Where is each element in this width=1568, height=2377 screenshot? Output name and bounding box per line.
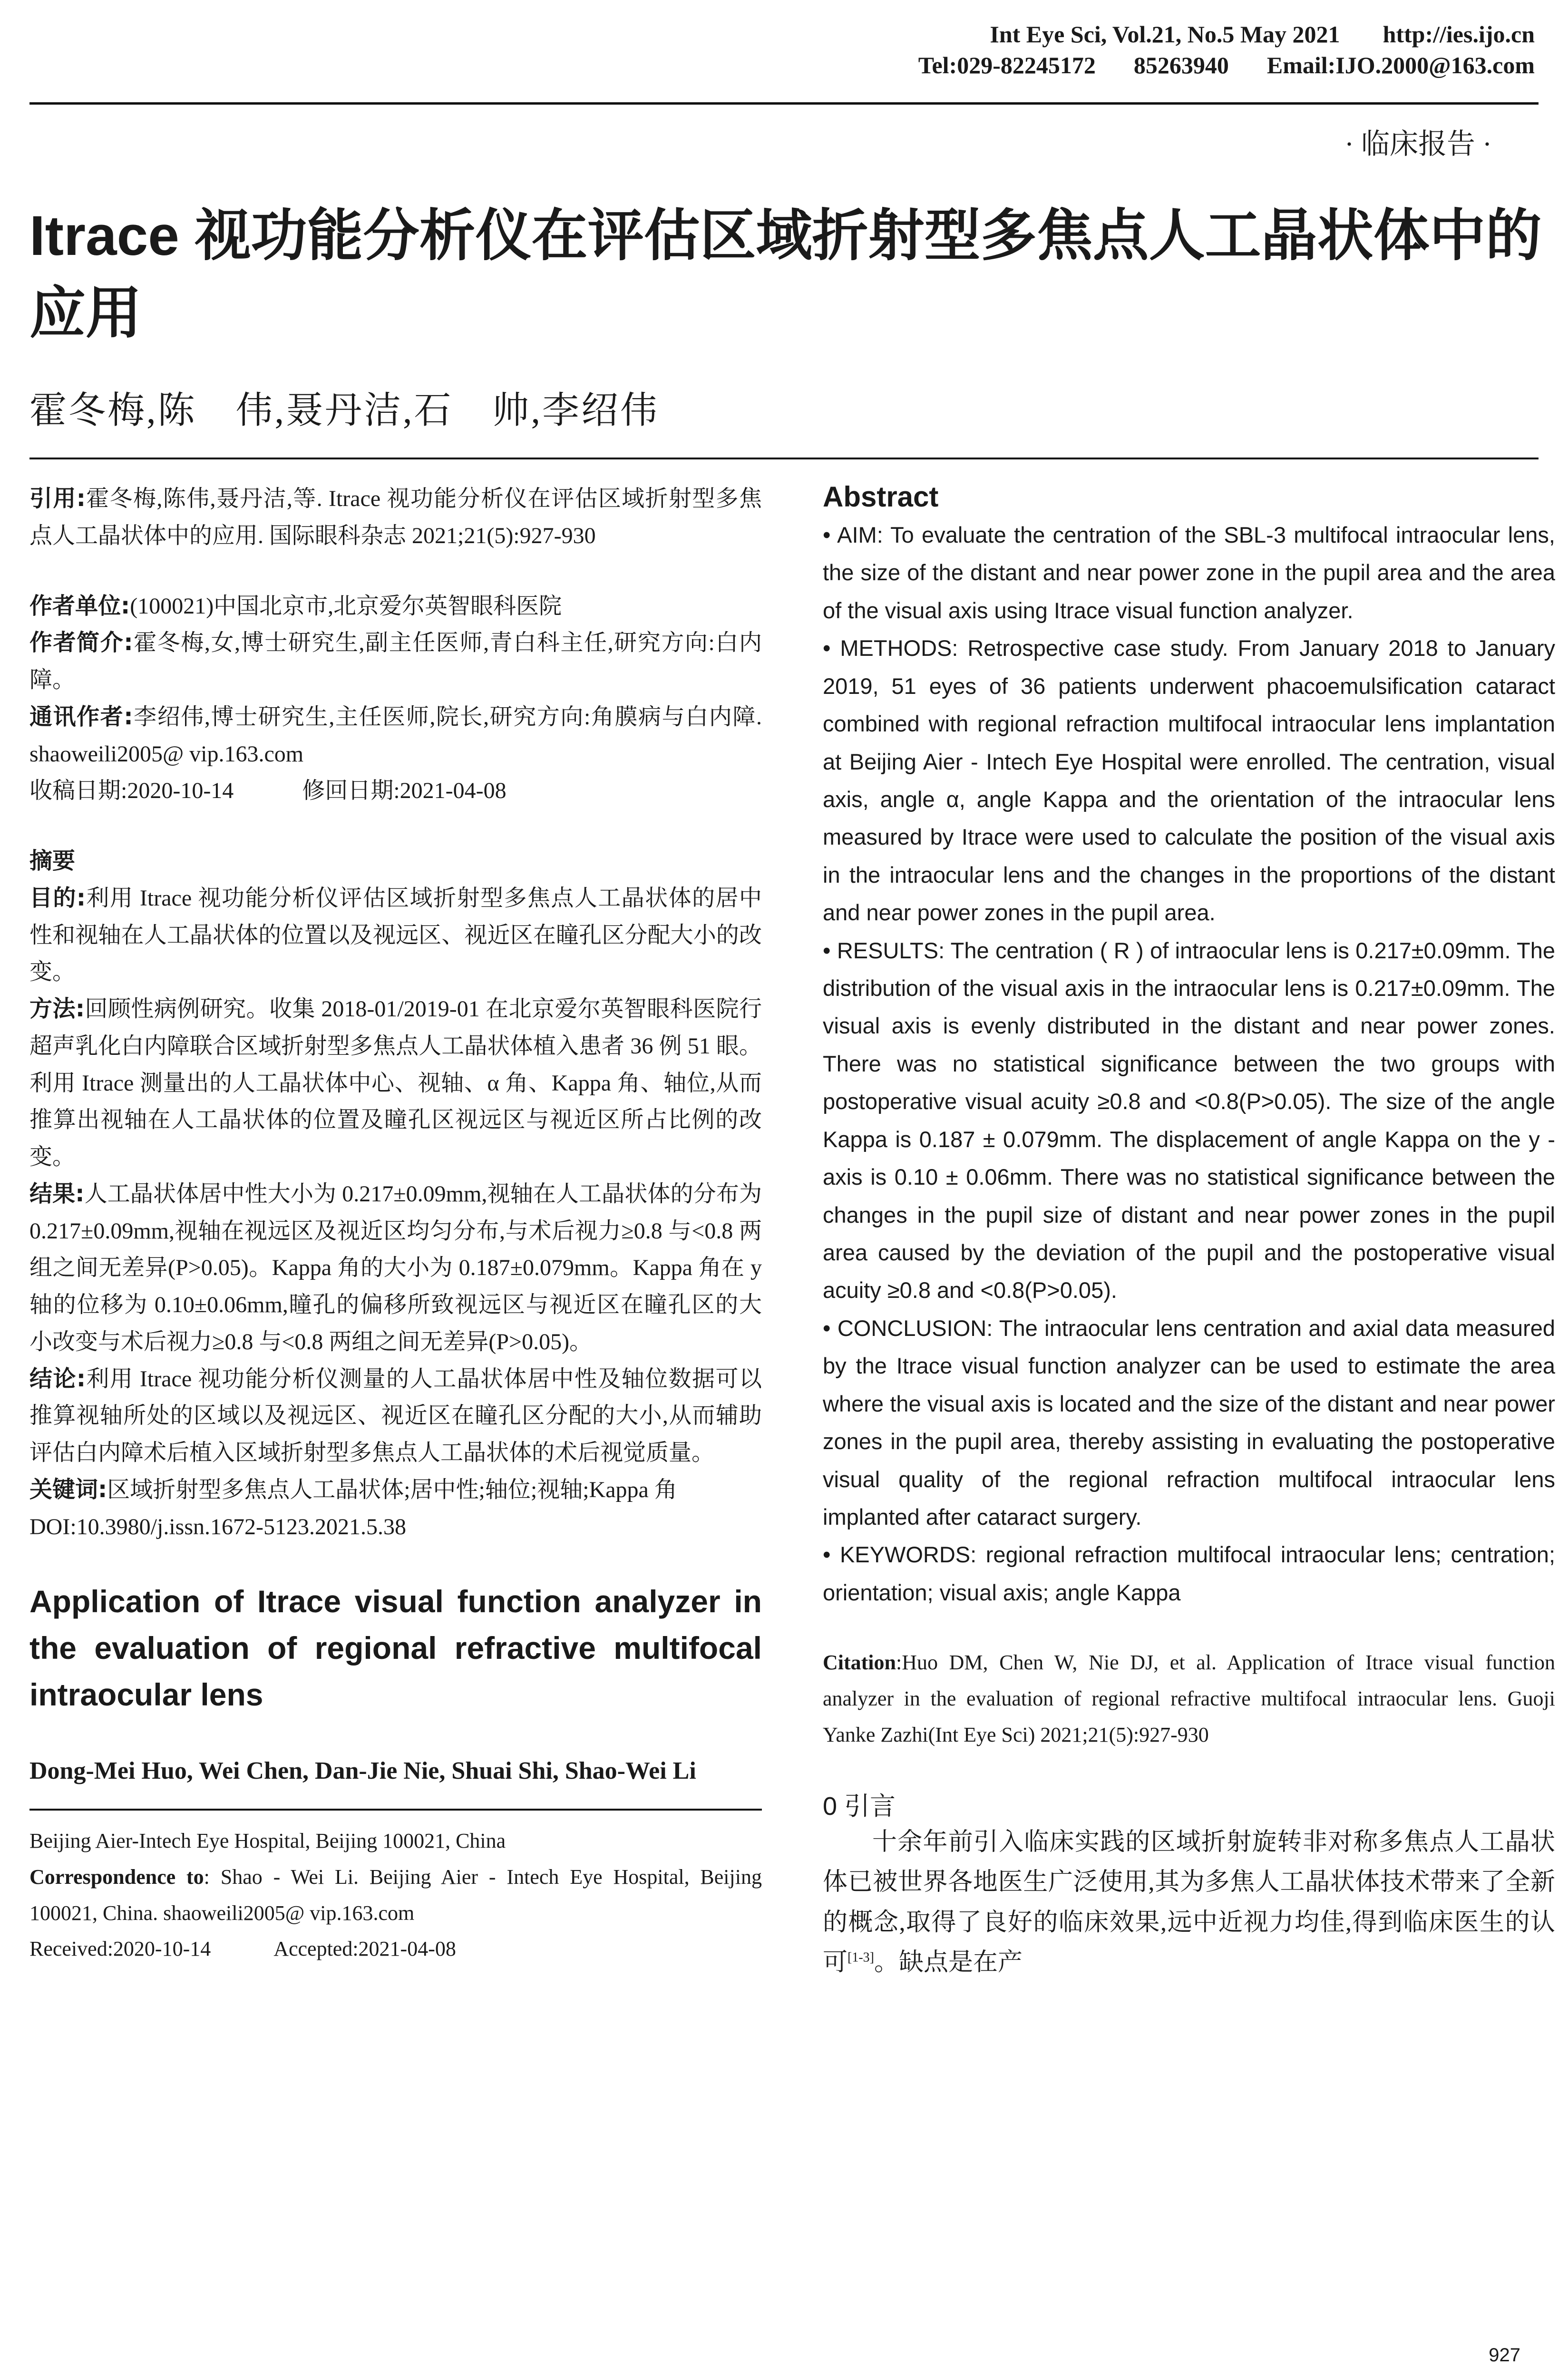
intro-heading: 0 引言 [823,1792,896,1821]
abstract-en-conclusion: • CONCLUSION: The intraocular lens centration and axial data measured by the Itrace visual function analyzer can be used to estimate the area where the visual axis is located and the size of the distant and near power zones in the pupil area, thereby assisting in evaluating the postoperative visual quality of the regional refraction multifocal intraocular lens implanted after cataract surgery. [823,1315,1555,1529]
title-divider [29,458,1539,459]
methods-en-text: : Retrospective case study. From January 2018 to January 2019, 51 eyes of 36 patients underwent phacoemulsification cataract combined with regional refraction multifocal intraocular lens implantation at Beijing Aier - Intech Eye Hospital were enrolled. The centration, visual axis, angle α, angle Kappa and the orientation of the intraocular lens measured by Itrace were used to calculate the position of the visual axis in the intraocular lens and the changes in the proportions of the distant and near power zones in the pupil area. [823,635,1555,925]
methods-en-label: METHODS [840,635,952,661]
author-unit-text: (100021)中国北京市,北京爱尔英智眼科医院 [130,593,562,619]
header-line-2 [33,50,1535,81]
methods-cn-text: 回顾性病例研究。收集 2018-01/2019-01 在北京爱尔英智眼科医院行超声乳化白内障联合区域折射型多焦点人工晶状体植入患者 36 例 51 眼。利用 Itrace 测量出的人工晶状体中心、视轴、α 角、Kappa 角、轴位,从而推算出视轴在人工晶状体的位置及瞳孔区视远区与视近区所占比例的改变。 [29,996,762,1169]
article-title: Itrace 视功能分析仪在评估区域折射型多焦点人工晶状体中的应用 [29,205,1542,345]
abstract-en [823,516,1555,1611]
affiliation-block [29,1823,762,1967]
received-en: Received:2020-10-14 [29,1937,211,1961]
results-en-label: RESULTS [837,937,939,963]
author-unit [29,588,762,625]
spacer [29,1545,762,1578]
received-date: 收稿日期:2020-10-14 [29,778,234,804]
aim-en-label: AIM [837,522,877,547]
correspondence-en [29,1859,762,1931]
abstract-cn-results [29,1176,762,1361]
journal-url[interactable]: http://ies.ijo.cn [1383,21,1535,48]
corresponding-author-label: 通讯作者: [29,703,133,730]
author-bio-text: 霍冬梅,女,博士研究生,副主任医师,青白科主任,研究方向:白内障。 [29,630,762,692]
citation-en-text: :Huo DM, Chen W, Nie DJ, et al. Application of Itrace visual function analyzer in the evaluation of regional refractive multifocal intraocular lens. Guoji Yanke Zazhi(Int Eye Sci) 2021;21(5):927-930 [823,1651,1555,1746]
citation-cn [29,480,762,555]
authors-cn: 霍冬梅,陈 伟,聂丹洁,石 帅,李绍伟 [29,390,660,431]
keywords-en-text: : regional refraction multifocal intraocular lens; centration; orientation; visual axis; angle Kappa [823,1542,1556,1605]
spacer [29,809,762,843]
journal-tel-2: 85263940 [1133,52,1229,78]
keywords-cn-label: 关键词: [29,1476,107,1503]
conclusion-cn-label: 结论: [29,1365,86,1392]
intro-text: 十余年前引入临床实践的区域折射旋转非对称多焦点人工晶状体已被世界各地医生广泛使用,其为多焦人工晶状体技术带来了全新的概念,取得了良好的临床效果,远中近视力均佳,得到临床医生的认可 [823,1829,1555,1976]
header-divider [29,102,1539,105]
author-bio-label: 作者简介: [29,629,133,656]
spacer [823,1753,1555,1786]
results-en-text: : The centration ( R ) of intraocular lens is 0.217±0.09mm. The distribution of the visual axis in the intraocular lens is 0.217±0.09mm. The visual axis is evenly distributed in the distant and near power zones. There was no statistical significance between the two groups with postoperative visual acuity ≥0.8 and <0.8(P>0.05). The size of the angle Kappa is 0.187 ± 0.079mm. The displacement of angle Kappa on the y - axis is 0.10 ± 0.06mm. There was no statistical significance between the changes in the pupil size of distant and near power zones in the pupil area caused by the deviation of the pupil and the postoperative visual acuity ≥0.8 and <0.8(P>0.05). [823,937,1556,1303]
section-tag: · 临床报告 · [1344,128,1492,160]
affiliation: Beijing Aier-Intech Eye Hospital, Beijing 100021, China [29,1829,506,1853]
dates-en [29,1931,762,1967]
aim-en-text: : To evaluate the centration of the SBL-3 multifocal intraocular lens, the size of the distant and near power zone in the pupil area and the area of the visual axis using Itrace visual function analyzer. [823,522,1555,623]
journal-tel: Tel:029-82245172 [918,52,1096,78]
keywords-cn-text: 区域折射型多焦点人工晶状体;居中性;轴位;视轴;Kappa 角 [107,1477,677,1502]
revised-date: 修回日期:2021-04-08 [302,778,506,804]
spacer [29,555,762,588]
methods-cn-label: 方法: [29,995,85,1022]
abstract-cn-aim [29,880,762,991]
journal-header [33,19,1535,81]
correspondence-en-text: : Shao - Wei Li. Beijing Aier - Intech Eye Hospital, Beijing 100021, China. shaoweili2005@ vip.163.com [29,1865,762,1925]
abstract-cn-conclusion [29,1361,762,1471]
abstract-en-methods: • METHODS: Retrospective case study. From January 2018 to January 2019, 51 eyes of 36 patients underwent phacoemulsification cataract combined with regional refraction multifocal intraocular lens implantation at Beijing Aier - Intech Eye Hospital were enrolled. The centration, visual axis, angle α, angle Kappa and the orientation of the intraocular lens measured by Itrace were used to calculate the position of the visual axis in the intraocular lens and the changes in the proportions of the distant and near power zones in the pupil area. [823,635,1555,925]
abstract-en-heading: Abstract [823,481,939,513]
aim-cn-text: 利用 Itrace 视功能分析仪评估区域折射型多焦点人工晶状体的居中性和视轴在人工晶状体的位置以及视远区、视近区在瞳孔区分配大小的改变。 [29,885,762,985]
english-title: Application of Itrace visual function analyzer in the evaluation of regional refractive multifocal intraocular lens [29,1584,762,1712]
abstract-cn-heading: 摘要 [29,848,76,874]
abstract-en-results: • RESULTS: The centration ( R ) of intraocular lens is 0.217±0.09mm. The distribution of the visual axis in the intraocular lens is 0.217±0.09mm. The visual axis is evenly distributed in the distant and near power zones. There was no statistical significance between the two groups with postoperative visual acuity ≥0.8 and <0.8(P>0.05). The size of the angle Kappa is 0.187 ± 0.079mm. The displacement of angle Kappa on the y - axis is 0.10 ± 0.06mm. There was no statistical significance between the changes in the pupil size of distant and near power zones in the pupil area caused by the deviation of the pupil and the postoperative visual acuity ≥0.8 and <0.8(P>0.05). [823,937,1556,1303]
header-line-1 [33,19,1535,50]
results-cn-text: 人工晶状体居中性大小为 0.217±0.09mm,视轴在人工晶状体的分布为 0.217±0.09mm,视轴在视远区及视近区均匀分布,与术后视力≥0.8 与<0.8 两组之间无差异(P>0.05)。Kappa 角的大小为 0.187±0.079mm。Kappa 角在 y 轴的位移为 0.10±0.06mm,瞳孔的偏移所致视远区与视近区在瞳孔区的大小改变与术后视力≥0.8 与<0.8 两组之间无差异(P>0.05)。 [29,1181,762,1354]
conclusion-cn-text: 利用 Itrace 视功能分析仪测量的人工晶状体居中性及轴位数据可以推算视轴所处的区域以及视远区、视近区在瞳孔区分配的大小,从而辅助评估白内障术后植入区域折射型多焦点人工晶状体的术后视觉质量。 [29,1366,762,1465]
page-number: 927 [1489,2345,1520,2366]
journal-email[interactable]: Email:IJO.2000@163.com [1266,52,1535,78]
citation-cn-label: 引用: [29,485,86,512]
corresponding-author-text: 李绍伟,博士研究生,主任医师,院长,研究方向:角膜病与白内障. shaoweili2005@ vip.163.com [29,704,762,767]
english-authors: Dong-Mei Huo, Wei Chen, Dan-Jie Nie, Shuai Shi, Shao-Wei Li [29,1757,696,1785]
correspondence-en-label: Correspondence to [29,1865,204,1889]
citation-en-label: Citation [823,1651,896,1675]
conclusion-en-label: CONCLUSION [837,1315,987,1341]
intro-paragraph [823,1822,1555,1983]
citation-cn-text: 霍冬梅,陈伟,聂丹洁,等. Itrace 视功能分析仪在评估区域折射型多焦点人工晶状体中的应用. 国际眼科杂志 2021;21(5):927-930 [29,486,762,548]
right-column [823,480,1555,1983]
results-cn-label: 结果: [29,1180,85,1207]
author-unit-label: 作者单位: [29,592,130,619]
accepted-en: Accepted:2021-04-08 [273,1937,456,1961]
conclusion-en-text: : The intraocular lens centration and axial data measured by the Itrace visual function analyzer can be used to estimate the area where the visual axis is located and the size of the distant and near power zones in the pupil area, thereby assisting in evaluating the postoperative visual quality of the regional refraction multifocal intraocular lens implanted after cataract surgery. [823,1315,1555,1529]
aim-cn-label: 目的: [29,884,86,911]
dates-cn [29,772,762,809]
article-meta [29,480,762,1545]
affiliation-divider [29,1809,762,1811]
intro-tail: 。缺点是在产 [874,1948,1023,1976]
keywords-cn [29,1471,762,1509]
citation-en [823,1645,1555,1753]
abstract-en-aim: • AIM: To evaluate the centration of the SBL-3 multifocal intraocular lens, the size of the distant and near power zone in the pupil area and the area of the visual axis using Itrace visual function analyzer. [823,522,1555,623]
doi[interactable]: DOI:10.3980/j.issn.1672-5123.2021.5.38 [29,1514,406,1539]
spacer [823,1611,1555,1645]
journal-issue: Int Eye Sci, Vol.21, No.5 May 2021 [990,21,1340,48]
keywords-en-label: KEYWORDS [839,1542,971,1568]
spacer [29,1718,762,1751]
abstract-en-keywords: • KEYWORDS: regional refraction multifocal intraocular lens; centration; orientation; visual axis; angle Kappa [823,1542,1556,1605]
left-column [29,480,762,1967]
author-bio [29,624,762,699]
corresponding-author [29,699,762,773]
abstract-cn-methods [29,991,762,1176]
intro-reference[interactable]: [1-3] [847,1950,874,1965]
